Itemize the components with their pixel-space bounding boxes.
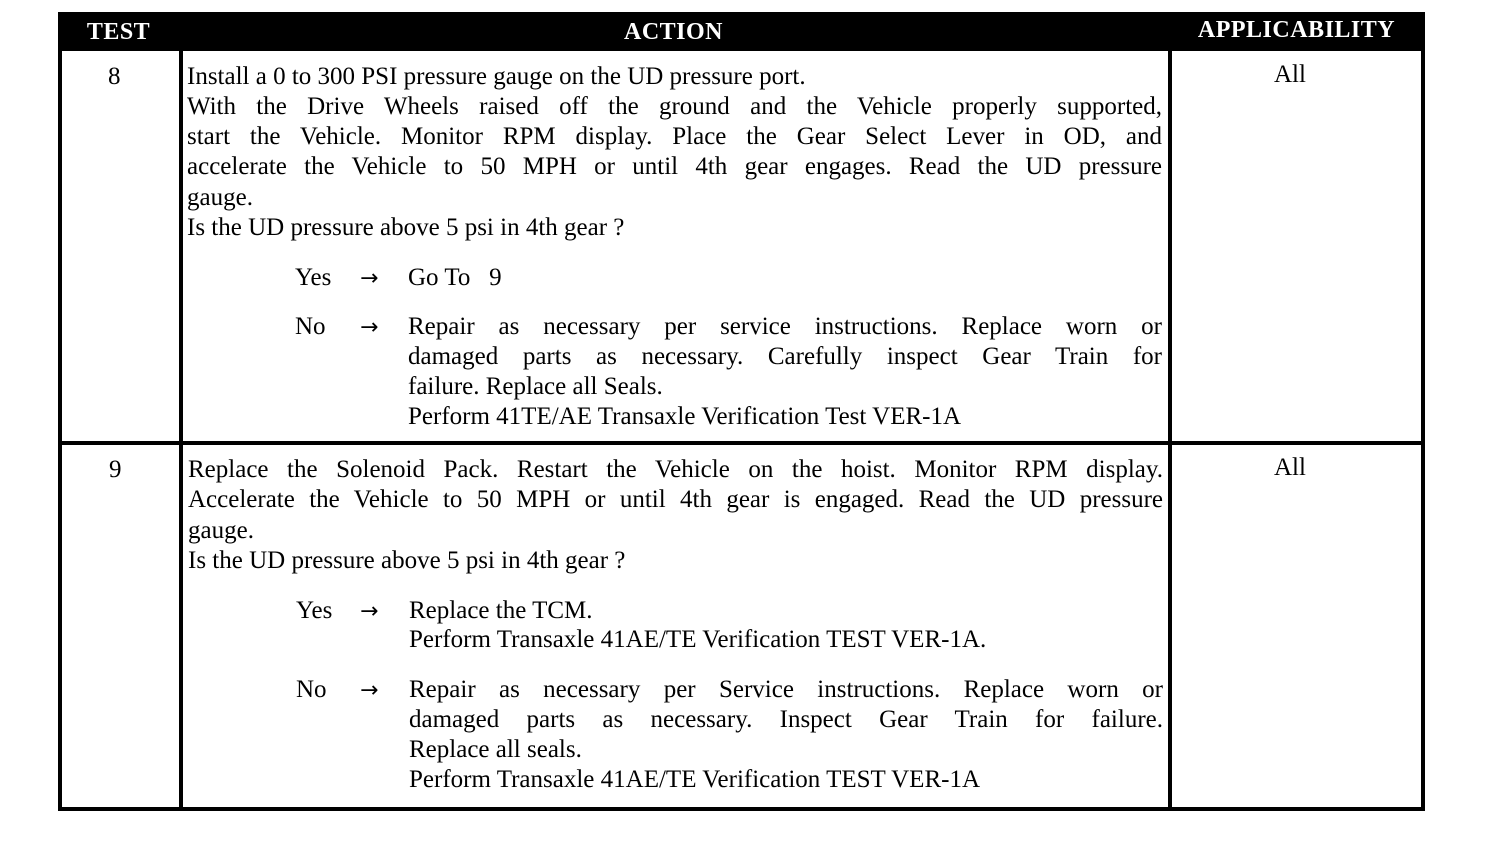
diagnostic-table bbox=[58, 12, 1425, 811]
no-result: Repair as necessary per Service instructions. Replace worn or bbox=[409, 676, 1163, 703]
no-result: damaged parts as necessary. Inspect Gear Train for failure. bbox=[409, 706, 1163, 733]
no-result: Repair as necessary per service instructions. Replace worn or bbox=[408, 313, 1162, 340]
table-header bbox=[58, 12, 1425, 51]
action-line: Replace the Solenoid Pack. Restart the Vehicle on the hoist. Monitor RPM display. bbox=[188, 456, 1163, 483]
arrow-right-icon: → bbox=[360, 678, 379, 703]
yes-result: Perform Transaxle 41AE/TE Verification TEST VER-1A. bbox=[409, 626, 987, 653]
row-divider bbox=[62, 441, 1421, 445]
action-line: Accelerate the Vehicle to 50 MPH or until 4th gear is engaged. Read the UD pressure bbox=[188, 486, 1163, 513]
yes-label: Yes bbox=[296, 597, 333, 624]
no-result: Perform Transaxle 41AE/TE Verification TEST VER-1A bbox=[409, 766, 981, 793]
no-result: failure. Replace all Seals. bbox=[408, 373, 663, 400]
no-result: Replace all seals. bbox=[409, 736, 582, 763]
no-result: damaged parts as necessary. Carefully inspect Gear Train for bbox=[408, 343, 1162, 370]
column-divider-test bbox=[179, 51, 183, 807]
arrow-right-icon: → bbox=[360, 315, 379, 340]
no-label: No bbox=[296, 676, 327, 703]
action-line: Install a 0 to 300 PSI pressure gauge on the UD pressure port. bbox=[187, 63, 806, 90]
action-line: start the Vehicle. Monitor RPM display. Place the Gear Select Lever in OD, and bbox=[187, 123, 1162, 150]
yes-label: Yes bbox=[295, 264, 332, 291]
applicability-value: All bbox=[1274, 61, 1306, 88]
test-number: 8 bbox=[108, 63, 121, 90]
column-divider-action bbox=[1168, 51, 1172, 807]
action-line: gauge. bbox=[188, 517, 254, 544]
no-result: Perform 41TE/AE Transaxle Verification Test VER-1A bbox=[408, 403, 962, 430]
action-question: Is the UD pressure above 5 psi in 4th gear ? bbox=[188, 547, 626, 574]
header-test: TEST bbox=[86, 19, 151, 45]
action-line: accelerate the Vehicle to 50 MPH or until 4th gear engages. Read the UD pressure bbox=[187, 153, 1162, 180]
action-question: Is the UD pressure above 5 psi in 4th gear ? bbox=[187, 214, 625, 241]
action-line: gauge. bbox=[187, 184, 253, 211]
header-action: ACTION bbox=[623, 19, 723, 45]
arrow-right-icon: → bbox=[360, 599, 379, 624]
header-applicability: APPLICABILITY bbox=[1197, 17, 1396, 43]
yes-result: Replace the TCM. bbox=[409, 597, 593, 624]
no-label: No bbox=[295, 313, 326, 340]
applicability-value: All bbox=[1274, 454, 1306, 481]
arrow-right-icon: → bbox=[360, 266, 379, 291]
yes-result: Go To 9 bbox=[408, 264, 502, 291]
action-line: With the Drive Wheels raised off the ground and the Vehicle properly supported, bbox=[187, 93, 1162, 120]
test-number: 9 bbox=[109, 456, 122, 483]
